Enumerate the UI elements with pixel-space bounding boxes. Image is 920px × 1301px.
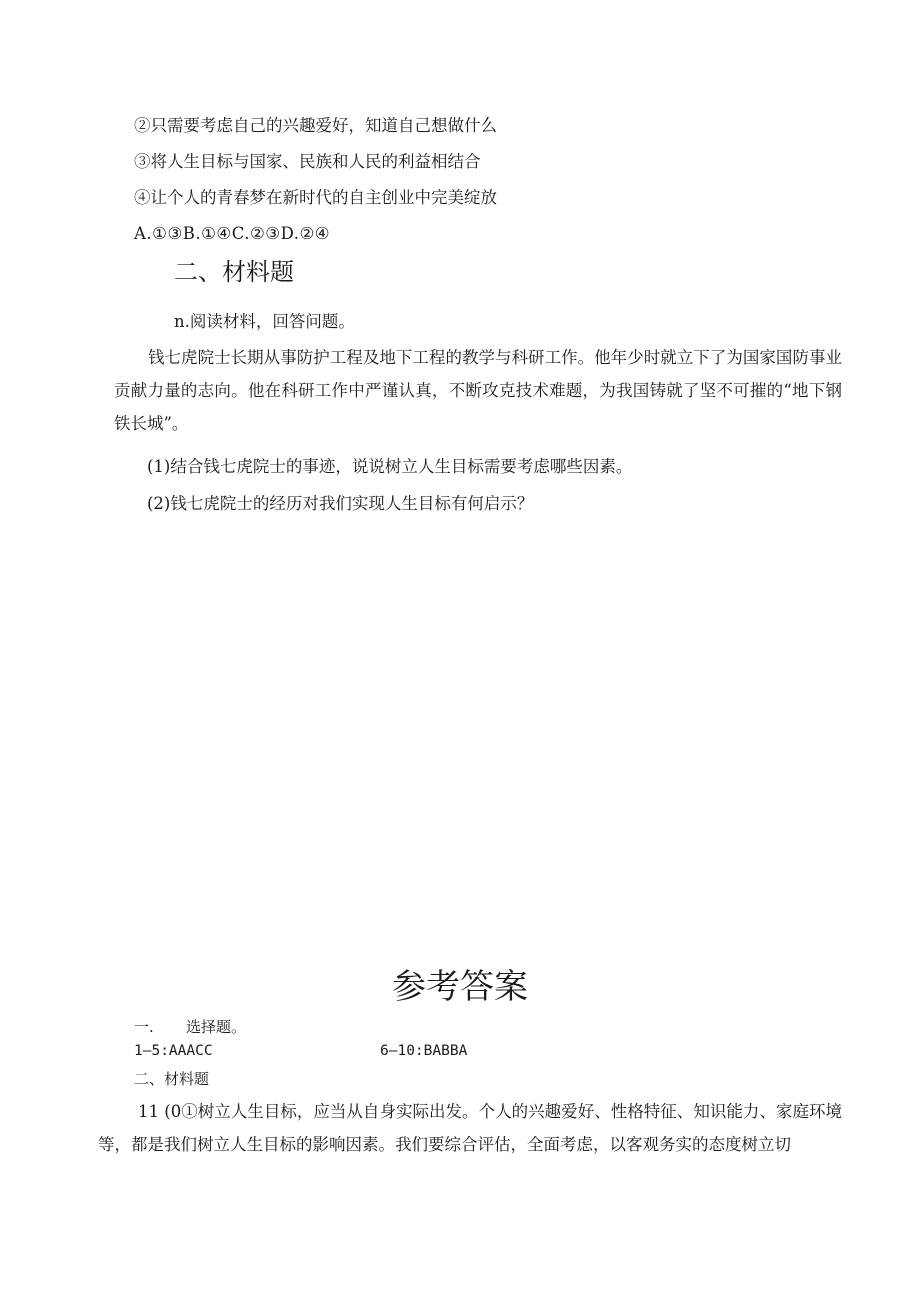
option-4: ④让个人的青春梦在新时代的自主创业中完美绽放 xyxy=(134,188,497,207)
answer-range-1: 1—5:AAACC xyxy=(134,1043,213,1059)
answer-key-title: 参考答案 xyxy=(392,967,528,1007)
section-heading-material: 二、材料题 xyxy=(174,258,294,286)
question-1: (1)结合钱七虎院士的事迹，说说树立人生目标需要考虑哪些因素。 xyxy=(147,457,633,476)
question-intro: n.阅读材料，回答问题。 xyxy=(174,312,355,331)
answer-section-1-label: 一. xyxy=(134,1018,154,1036)
answer-range-2: 6—10:BABBA xyxy=(380,1043,468,1059)
answer-section-1-title: 选择题。 xyxy=(186,1018,247,1036)
answer-11-paragraph: 11 (0①树立人生目标，应当从自身实际出发。个人的兴趣爱好、性格特征、知识能力、家庭环境等，都是我们树立人生目标的影响因素。我们要综合评估，全面考虑，以客观务实的态度树立切 xyxy=(98,1102,842,1154)
answer-choices: A.①③B.①④C.②③D.②④ xyxy=(134,224,331,243)
question-2: (2)钱七虎院士的经历对我们实现人生目标有何启示？ xyxy=(147,494,534,513)
option-2: ②只需要考虑自己的兴趣爱好，知道自己想做什么 xyxy=(134,116,497,135)
option-3: ③将人生目标与国家、民族和人民的利益相结合 xyxy=(134,152,481,171)
answer-section-2-title: 二、材料题 xyxy=(134,1070,210,1088)
material-paragraph: 钱七虎院士长期从事防护工程及地下工程的教学与科研工作。他年少时就立下了为国家国防事业贡献力量的志向。他在科研工作中严谨认真，不断攻克技术难题，为我国铸就了坚不可摧的“地下钢铁长城”。 xyxy=(114,348,842,433)
